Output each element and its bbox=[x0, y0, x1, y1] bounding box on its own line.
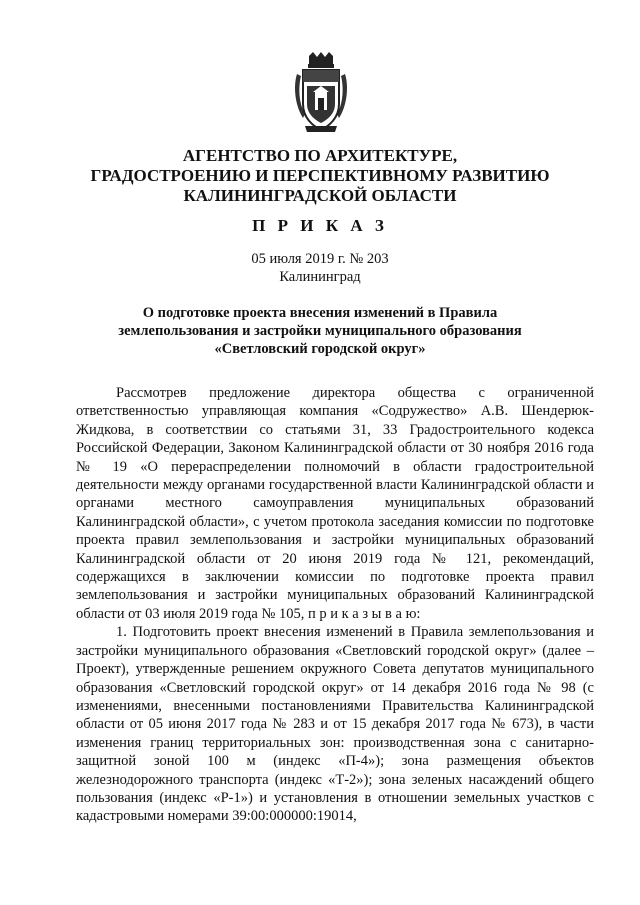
city: Калининград bbox=[279, 269, 361, 285]
document-title bbox=[90, 304, 550, 358]
agency-header-line-1: АГЕНТСТВО ПО АРХИТЕКТУРЕ, bbox=[182, 146, 458, 165]
agency-header-line-3: КАЛИНИНГРАДСКОЙ ОБЛАСТИ bbox=[183, 186, 457, 205]
kaliningrad-coat-of-arms-icon bbox=[291, 52, 351, 134]
title-line-3: «Светловский городской округ» bbox=[214, 341, 426, 357]
title-line-2: землепользования и застройки муниципального образования bbox=[118, 323, 522, 339]
agency-header-line-2: ГРАДОСТРОЕНИЮ И ПЕРСПЕКТИВНОМУ РАЗВИТИЮ bbox=[90, 166, 550, 185]
agency-header bbox=[60, 146, 580, 206]
body-paragraph-1: Рассмотрев предложение директора общества с ограниченной ответственностью управляющая компания «Содружество» А.В. Шендерюк-Жидкова, в соответствии со статьями 31, 33 Градостроительного кодекса Российской Федерации, Законом Калининградской области от 30 ноября 2016 года № 19 «О перераспределении полномочий в области градостроительной деятельности между органами государственной власти Калининградской области и органами местного самоуправления муниципальных образований Калининградской области», с учетом протокола заседания комиссии по подготовке проекта правил землепользования и застройки муниципальных образований Калининградской области от 20 июня 2019 года № 121, рекомендаций, содержащихся в заключении комиссии по подготовке проекта правил землепользования и застройки муниципальных образований Калининградской области от 03 июля 2019 года № 105, п р и к а з ы в а ю: bbox=[76, 385, 594, 622]
title-line-1: О подготовке проекта внесения изменений в Правила bbox=[142, 305, 498, 321]
date-number: 05 июля 2019 г. № 203 bbox=[251, 251, 389, 267]
document-type: П Р И К А З bbox=[252, 216, 388, 235]
body-paragraph-2: 1. Подготовить проект внесения изменений в Правила землепользования и застройки муниципального образования «Светловский городской округ» (далее – Проект), утвержденные решением окружного Совета депутатов муниципального образования «Светловский городской округ» от 14 декабря 2016 года № 98 (с изменениями, внесенными постановлениями Правительства Калининградской области от 05 июня 2017 года № 283 и от 15 декабря 2017 года № 673), в части изменения границ территориальных зон: производственная зона с санитарно-защитной зоной 100 м (индекс «П-4»); зона размещения объектов железнодорожного транспорта (индекс «Т-2»); зона зеленых насаждений общего пользования (индекс «Р-1») и установления в отношении земельных участков с кадастровыми номерами 39:00:000000:19014, bbox=[76, 624, 594, 825]
document-body bbox=[76, 384, 594, 826]
document-meta bbox=[60, 250, 580, 286]
